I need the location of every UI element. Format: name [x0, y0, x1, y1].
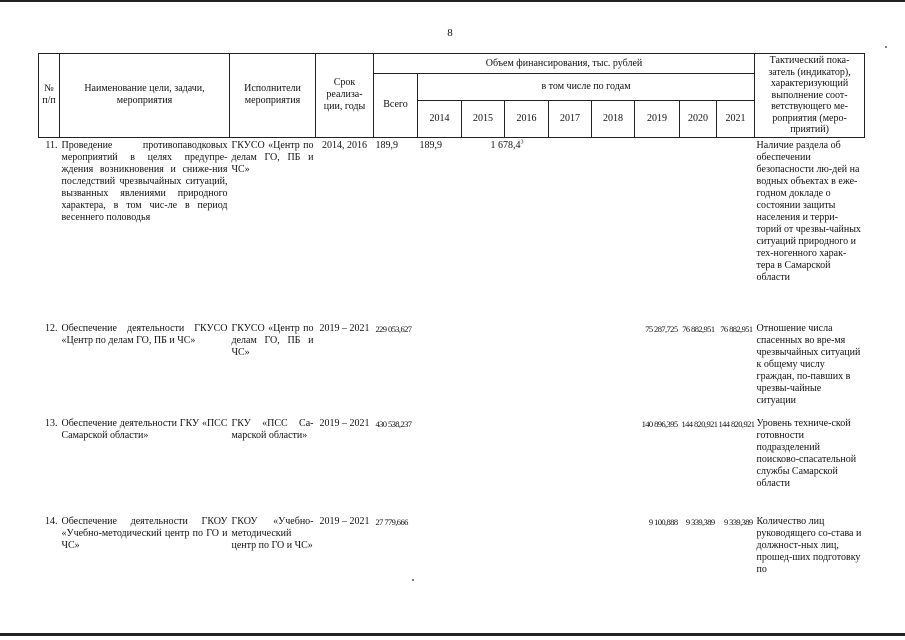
header-term: Срок реализа-ции, годы — [316, 54, 374, 138]
scan-edge-top — [0, 0, 905, 2]
measures-table — [38, 53, 865, 594]
year-amount: 76 882,951 — [682, 324, 715, 334]
year-amount: 9 339,389 — [685, 517, 715, 527]
year-amount — [717, 137, 755, 321]
header-year: 2016 — [505, 100, 549, 137]
total-amount: 430 538,237 — [375, 419, 412, 429]
header-indicator: Тактический пока-затель (индикатор), характеризующий выполнение соот-ветствующего ме-роприятия (меро-приятий) — [755, 54, 865, 138]
header-total: Всего — [374, 74, 418, 138]
scan-speck — [885, 46, 887, 48]
executor-name: ГКОУ «Учебно-методический центр по ГО и ЧС» — [231, 516, 314, 551]
year-amount — [462, 514, 505, 594]
header-year: 2014 — [418, 100, 462, 137]
year-amount: 9 339,389 — [723, 517, 753, 527]
row-number: 14. — [45, 516, 58, 527]
year-amount — [505, 514, 549, 594]
row-number: 12. — [45, 323, 58, 334]
year-amount — [505, 321, 549, 416]
header-executor: Исполнители мероприятия — [230, 54, 316, 138]
year-amount-value: 1 678,4 — [490, 139, 521, 151]
implementation-term: 2019 – 2021 — [319, 418, 370, 429]
measure-name: Обеспечение деятельности ГКУ «ПСС Самарской области» — [61, 418, 228, 441]
executor-name: ГКУ «ПСС Са-марской области» — [231, 418, 314, 441]
total-amount: 229 053,627 — [375, 324, 412, 334]
row-number: 11. — [45, 139, 58, 151]
year-amount — [462, 321, 505, 416]
header-num: № п/п — [39, 54, 60, 138]
total-amount: 189,9 — [375, 139, 398, 151]
year-amount — [505, 416, 549, 514]
measure-name: Проведение противопаводковых мероприятий в целях предупре-ждения возникновения и сниже-ния последствий чрезвычайных ситуаций, вызванных явлениями природного характера, в том чис-ле в период весеннего половодья — [61, 139, 228, 223]
year-amount: 189,9 — [419, 139, 442, 151]
implementation-term: 2019 – 2021 — [319, 323, 370, 334]
header-financing: Объем финансирования, тыс. рублей — [374, 54, 755, 74]
year-amount-cell — [490, 137, 549, 321]
total-amount: 27 779,666 — [375, 517, 408, 527]
executor-name: ГКУСО «Центр по делам ГО, ПБ и ЧС» — [231, 139, 314, 175]
year-amount — [549, 514, 592, 594]
measure-name: Обеспечение деятельности ГКУСО «Центр по делам ГО, ПБ и ЧС» — [61, 323, 228, 346]
indicator-text: Отношение числа спасенных во вре-мя чрезвычайных ситуаций к общему числу граждан, по-павших в чрезвы-чайные ситуации — [756, 323, 861, 406]
year-amount: 144 820,921 — [718, 419, 755, 429]
table-row — [39, 514, 865, 594]
page-number: 8 — [447, 27, 453, 39]
table-row — [39, 321, 865, 416]
year-amount: 76 882,951 — [720, 324, 753, 334]
year-amount — [418, 321, 462, 416]
year-amount — [549, 321, 592, 416]
year-amount — [462, 416, 505, 514]
header-year: 2019 — [635, 100, 680, 137]
year-amount: 140 896,395 — [641, 419, 678, 429]
year-amount — [592, 416, 635, 514]
year-amount — [549, 416, 592, 514]
year-amount — [418, 416, 462, 514]
year-amount — [549, 137, 592, 321]
year-amount — [592, 514, 635, 594]
header-year: 2018 — [592, 100, 635, 137]
implementation-term: 2014, 2016 — [322, 139, 367, 151]
indicator-text: Уровень техниче-ской готовности подразделений поисково-спасательной службы Самарской области — [756, 418, 857, 489]
executor-name: ГКУСО «Центр по делам ГО, ПБ и ЧС» — [231, 323, 314, 358]
year-amount: 9 100,888 — [648, 517, 678, 527]
indicator-text: Количество лиц руководящего со-става и должност-ных лиц, прошед-ших подготовку по — [756, 516, 862, 575]
table-row — [39, 137, 865, 321]
header-year: 2020 — [680, 100, 717, 137]
year-amount — [680, 137, 717, 321]
header-year: 2015 — [462, 100, 505, 137]
year-amount — [592, 321, 635, 416]
year-amount — [592, 137, 635, 321]
year-amount: 75 287,725 — [645, 324, 678, 334]
footnote-mark: 3 — [520, 139, 524, 146]
header-year: 2021 — [717, 100, 755, 137]
year-amount — [462, 137, 505, 321]
implementation-term: 2019 – 2021 — [319, 516, 370, 527]
year-amount — [491, 140, 524, 151]
row-number: 13. — [45, 418, 58, 429]
measure-name: Обеспечение деятельности ГКОУ «Учебно-методический центр по ГО и ЧС» — [61, 516, 228, 551]
year-amount — [418, 514, 462, 594]
header-by-years: в том числе по годам — [418, 74, 755, 101]
header-name: Наименование цели, задачи, мероприятия — [60, 54, 230, 138]
header-year: 2017 — [549, 100, 592, 137]
indicator-text: Наличие раздела об обеспечении безопасности лю-дей на водных объектах в еже-годном докладе о состоянии защиты населения и терри-торий от чрезвы-чайных ситуаций природного и тех-ногенного харак-тера в Самарской области — [756, 139, 861, 283]
year-amount: 144 820,921 — [681, 419, 718, 429]
table-row — [39, 416, 865, 514]
scan-edge-bottom — [0, 633, 905, 636]
year-amount — [635, 137, 680, 321]
